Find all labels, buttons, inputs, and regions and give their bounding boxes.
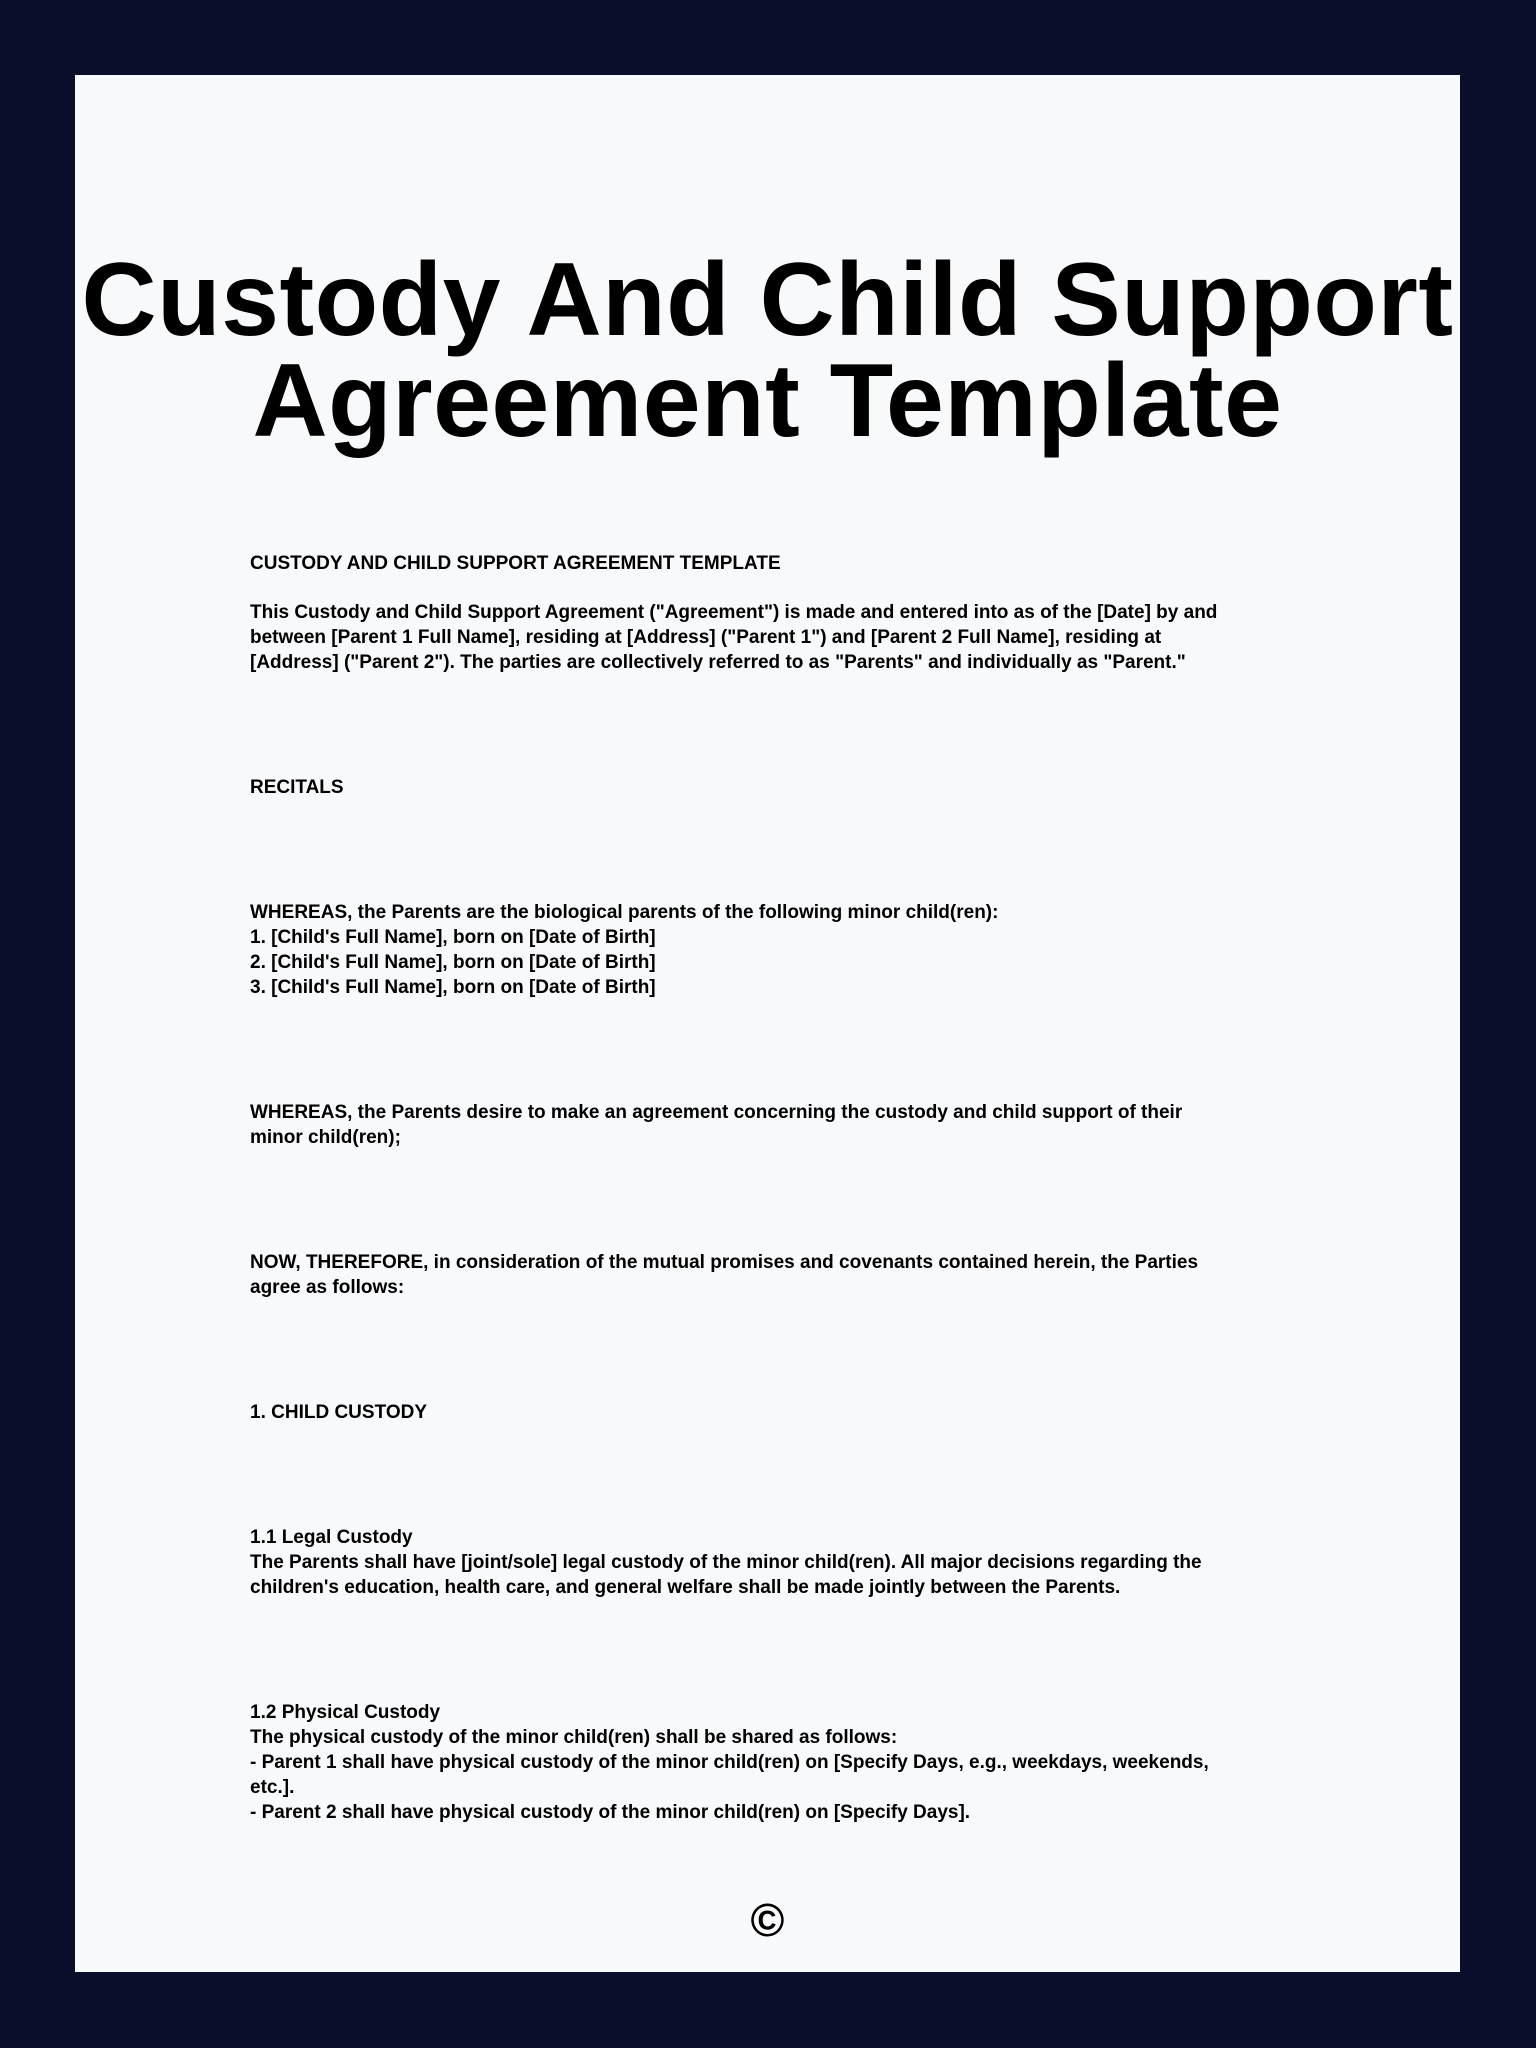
child-list-item: 2. [Child's Full Name], born on [Date of Birth]: [250, 952, 656, 973]
subsection-line: - Parent 1 shall have physical custody of the minor child(ren) on [Specify Days, e.g., weekdays, weekends,: [250, 1752, 1209, 1773]
recitals-heading: [250, 775, 1355, 800]
whereas-line: WHEREAS, the Parents are the biological parents of the following minor child(ren):: [250, 902, 999, 923]
section-1-2-physical-custody: [250, 1700, 1355, 1825]
whereas-agreement-paragraph: [250, 1100, 1355, 1150]
subsection-title: 1.2 Physical Custody: [250, 1702, 441, 1723]
subsection-line: children's education, health care, and general welfare shall be made jointly between the Parents.: [250, 1577, 1121, 1598]
intro-line: [Address] ("Parent 2"). The parties are collectively referred to as "Parents" and individually as "Parent.": [250, 652, 1186, 673]
document-title-line-1: Custody And Child Support: [81, 242, 1454, 358]
subsection-line: etc.].: [250, 1777, 295, 1798]
subsection-line: The Parents shall have [joint/sole] legal custody of the minor child(ren). All major decisions regarding the: [250, 1552, 1202, 1573]
copyright-icon: ©: [750, 1894, 785, 1946]
agreement-heading-text: CUSTODY AND CHILD SUPPORT AGREEMENT TEMPLATE: [250, 553, 781, 574]
recitals-heading-text: RECITALS: [250, 777, 344, 798]
whereas-children-paragraph: [250, 900, 1355, 1000]
child-list-item: 1. [Child's Full Name], born on [Date of Birth]: [250, 927, 656, 948]
intro-paragraph: [250, 600, 1355, 675]
subsection-title: 1.1 Legal Custody: [250, 1527, 413, 1548]
agreement-heading: [250, 551, 1355, 576]
intro-line: between [Parent 1 Full Name], residing at [Address] ("Parent 1") and [Parent 2 Full Name], residing at: [250, 627, 1162, 648]
section-1-heading: [250, 1400, 1355, 1425]
section-1-1-legal-custody: [250, 1525, 1355, 1600]
intro-line: This Custody and Child Support Agreement ("Agreement") is made and entered into as of the [Date] by and: [250, 602, 1218, 623]
now-therefore-paragraph: [250, 1250, 1355, 1300]
subsection-line: - Parent 2 shall have physical custody of the minor child(ren) on [Specify Days].: [250, 1802, 971, 1823]
section-1-heading-text: 1. CHILD CUSTODY: [250, 1402, 428, 1423]
document-title: [75, 242, 1460, 459]
now-therefore-line: NOW, THEREFORE, in consideration of the mutual promises and covenants contained herein, the Parties: [250, 1252, 1199, 1273]
whereas-line: minor child(ren);: [250, 1127, 401, 1148]
now-therefore-line: agree as follows:: [250, 1277, 405, 1298]
child-list-item: 3. [Child's Full Name], born on [Date of Birth]: [250, 977, 656, 998]
whereas-line: WHEREAS, the Parents desire to make an agreement concerning the custody and child support of their: [250, 1102, 1183, 1123]
subsection-line: The physical custody of the minor child(ren) shall be shared as follows:: [250, 1727, 898, 1748]
document-page: [75, 75, 1460, 1972]
document-title-line-2: Agreement Template: [252, 343, 1283, 459]
